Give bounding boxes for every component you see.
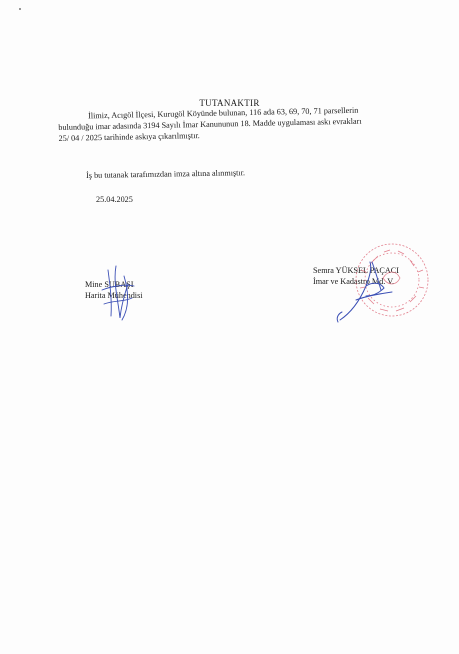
body-line: bulunduğu imar adasında 3194 Sayılı İmar Kanununun 18. Madde uygulaması askı evrakları (58, 116, 362, 132)
signatory-right-title: İmar ve Kadastro Md. V. (313, 277, 395, 286)
signatory-left-name: Mine SUBAŞI (85, 280, 134, 289)
attestation-note: İş bu tutanak tarafımızdan imza altına alınmıştır. (86, 168, 246, 180)
body-line: İlimiz, Acıgöl İlçesi, Kurugöl Köyünde bulunan, 116 ada 63, 69, 70, 71 parsellerin (88, 105, 359, 121)
signatory-right (313, 265, 399, 287)
signatory-left-title: Harita Mühendisi (85, 291, 143, 300)
body-line: 25/ 04 / 2025 tarihinde askıya çıkarılmıştır. (58, 131, 200, 143)
signatory-left (85, 279, 143, 301)
signatory-right-name: Semra YÜKSEL PAÇACI (313, 266, 399, 275)
body-paragraph (58, 103, 419, 144)
document-title: TUTANAKTIR (199, 98, 260, 108)
scan-speck (19, 8, 21, 10)
document-date: 25.04.2025 (96, 195, 133, 204)
